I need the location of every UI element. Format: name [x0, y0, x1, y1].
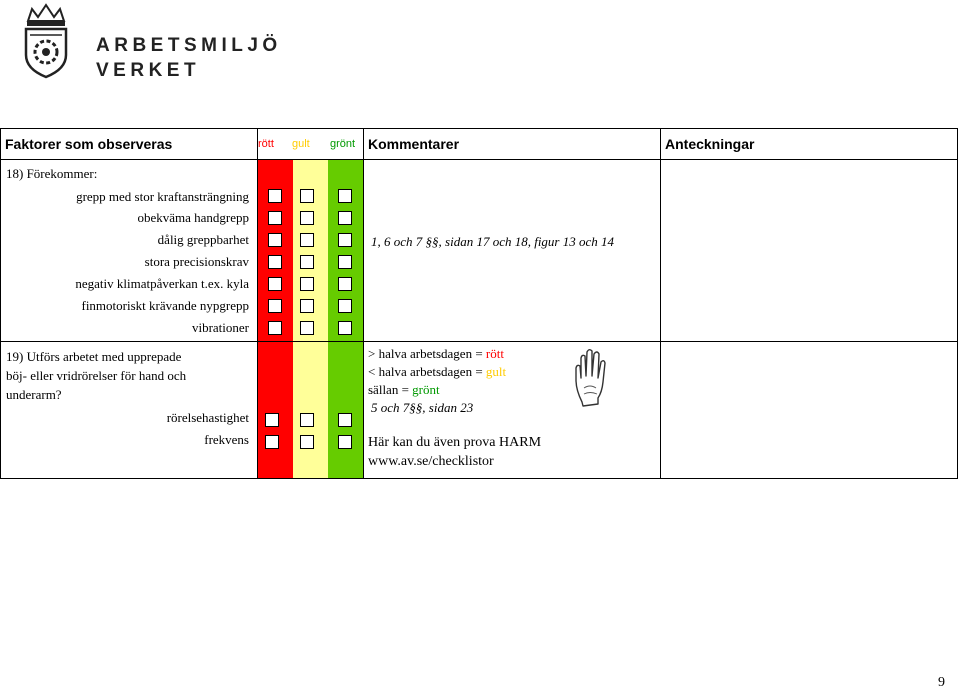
checkbox-gront[interactable] — [338, 255, 352, 269]
list-item: vibrationer — [191, 320, 249, 335]
divider — [257, 128, 258, 479]
comment-line-1 — [368, 346, 504, 362]
checkbox-gront[interactable] — [338, 299, 352, 313]
checkbox-rott[interactable] — [268, 233, 282, 247]
list-item: obekväma handgrepp — [137, 210, 249, 225]
row-divider — [0, 341, 958, 342]
checkbox-rott[interactable] — [265, 435, 279, 449]
section-18-comment: 1, 6 och 7 §§, sidan 17 och 18, figur 13 och 14 — [371, 234, 615, 249]
header-kommentarer: Kommentarer — [368, 136, 460, 152]
divider — [0, 128, 1, 479]
header-anteckningar: Anteckningar — [665, 136, 755, 152]
comment-value-gult: gult — [485, 364, 507, 379]
checkbox-rott[interactable] — [268, 255, 282, 269]
checkbox-gult[interactable] — [300, 413, 314, 427]
checkbox-gult[interactable] — [300, 277, 314, 291]
list-item: dålig greppbarhet — [157, 232, 249, 247]
comment-line-5: Här kan du även prova HARM — [368, 435, 542, 450]
comment-line-2 — [368, 364, 506, 380]
comment-line-3 — [368, 382, 440, 398]
header-gront: grönt — [330, 138, 356, 150]
checkbox-rott[interactable] — [268, 299, 282, 313]
divider — [957, 128, 958, 479]
list-item: stora precisionskrav — [144, 254, 249, 269]
red-column — [257, 159, 293, 478]
comment-text: < halva arbetsdagen = — [368, 364, 486, 379]
list-item: grepp med stor kraftansträngning — [76, 189, 249, 204]
checkbox-gult[interactable] — [300, 321, 314, 335]
checkbox-gront[interactable] — [338, 233, 352, 247]
comment-link[interactable]: www.av.se/checklistor — [368, 454, 494, 469]
list-item: rörelsehastighet — [166, 410, 249, 425]
section-18-title: 18) Förekommer: — [6, 166, 98, 181]
checkbox-gult[interactable] — [300, 255, 314, 269]
comment-text: sällan = — [368, 382, 413, 397]
checkbox-gult[interactable] — [300, 233, 314, 247]
list-item: frekvens — [204, 432, 249, 447]
list-item: negativ klimatpåverkan t.ex. kyla — [75, 276, 249, 291]
section-19-title-line-1: 19) Utförs arbetet med upprepade — [6, 349, 182, 364]
yellow-column — [293, 159, 328, 478]
comment-line-4: 5 och 7§§, sidan 23 — [371, 400, 474, 415]
divider — [363, 128, 364, 479]
checkbox-rott[interactable] — [268, 277, 282, 291]
checkbox-gront[interactable] — [338, 211, 352, 225]
page-number: 9 — [938, 675, 945, 690]
list-item: finmotoriskt krävande nypgrepp — [81, 298, 249, 313]
header-gult: gult — [292, 138, 310, 150]
checkbox-gult[interactable] — [300, 435, 314, 449]
checkbox-rott[interactable] — [265, 413, 279, 427]
logo-line-2: VERKET — [96, 60, 201, 81]
checkbox-gult[interactable] — [300, 299, 314, 313]
comment-text: > halva arbetsdagen = — [368, 346, 486, 361]
divider — [660, 128, 661, 479]
checkbox-rott[interactable] — [268, 321, 282, 335]
checkbox-gront[interactable] — [338, 189, 352, 203]
checkbox-gront[interactable] — [338, 413, 352, 427]
checkbox-gront[interactable] — [338, 435, 352, 449]
checkbox-rott[interactable] — [268, 211, 282, 225]
checkbox-gront[interactable] — [338, 321, 352, 335]
section-19-title-line-3: underarm? — [6, 387, 62, 402]
comment-value-gront: grönt — [412, 382, 440, 397]
green-column — [328, 159, 363, 478]
header-faktorer: Faktorer som observeras — [5, 136, 173, 152]
logo-line-1: ARBETSMILJÖ — [96, 35, 282, 56]
checkbox-gront[interactable] — [338, 277, 352, 291]
checkbox-gult[interactable] — [300, 211, 314, 225]
row-divider — [0, 478, 958, 479]
comment-value-rott: rött — [485, 346, 504, 361]
checkbox-rott[interactable] — [268, 189, 282, 203]
logo — [18, 3, 282, 83]
section-19-title-line-2: böj- eller vridrörelser för hand och — [6, 368, 187, 383]
hand-icon — [572, 346, 612, 408]
crown-shield-gear-icon — [18, 3, 74, 83]
header-rott: rött — [258, 138, 274, 150]
checkbox-gult[interactable] — [300, 189, 314, 203]
